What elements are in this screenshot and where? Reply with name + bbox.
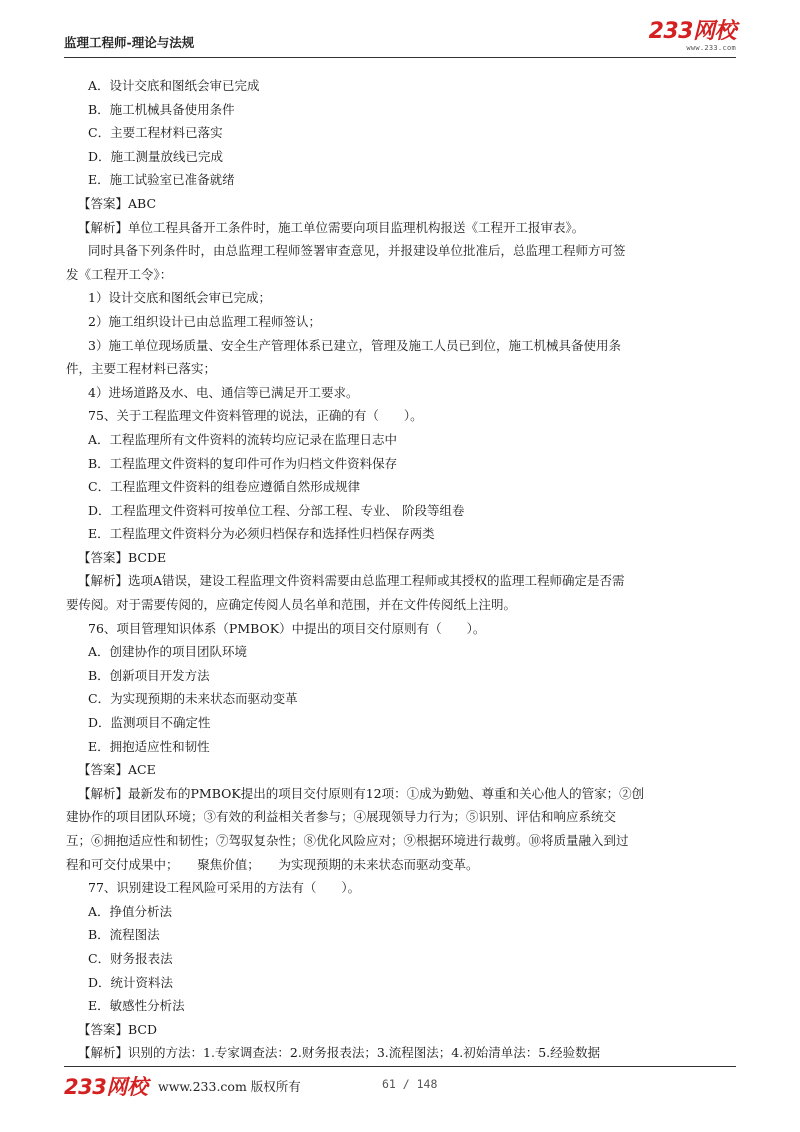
text-line: 建协作的项目团队环境；③有效的利益相关者参与；④展现领导力行为；⑤识别、评估和响应系统交 bbox=[66, 809, 617, 825]
text-line: 【答案】BCDE bbox=[78, 549, 167, 565]
text-line: D．工程监理文件资料可按单位工程、分部工程、专业、 阶段等组卷 bbox=[88, 502, 465, 518]
brand-logo-url: www.233.com bbox=[686, 44, 736, 52]
page-header bbox=[64, 20, 736, 58]
text-line: 【答案】ABC bbox=[78, 195, 157, 211]
text-line: D．统计资料法 bbox=[88, 974, 174, 990]
text-line: A．设计交底和图纸会审已完成 bbox=[88, 78, 260, 93]
text-line: C．工程监理文件资料的组卷应遵循自然形成规律 bbox=[88, 479, 361, 495]
text-line: E．拥抱适应性和韧性 bbox=[88, 738, 210, 754]
text-line: C．财务报表法 bbox=[88, 950, 173, 966]
text-line: E．敏感性分析法 bbox=[88, 998, 185, 1014]
text-line: 76、项目管理知识体系（PMBOK）中提出的项目交付原则有（ ）。 bbox=[88, 620, 486, 636]
text-line: E．工程监理文件资料分为必须归档保存和选择性归档保存两类 bbox=[88, 526, 435, 542]
text-line: 【答案】ACE bbox=[78, 762, 156, 778]
footer-copyright: www.233.com 版权所有 bbox=[158, 1079, 301, 1094]
text-line: 4）进场道路及水、电、通信等已满足开工要求。 bbox=[88, 384, 359, 400]
text-line: A．挣值分析法 bbox=[88, 903, 173, 919]
text-line: D．监测项目不确定性 bbox=[88, 715, 211, 731]
text-line: 2）施工组织设计已由总监理工程师签认； bbox=[88, 313, 321, 329]
text-line: 75、关于工程监理文件资料管理的说法，正确的有（ ）。 bbox=[88, 408, 423, 424]
text-line: 【解析】最新发布的PMBOK提出的项目交付原则有12项：①成为勤勉、尊重和关心他人的管家；②创 bbox=[78, 785, 645, 801]
page-number: 61 / 148 bbox=[382, 1077, 438, 1091]
text-line: A．创建协作的项目团队环境 bbox=[88, 644, 248, 660]
text-line: 3）施工单位现场质量、安全生产管理体系已建立，管理及施工人员已到位，施工机械具备使用条 bbox=[88, 337, 621, 353]
text-line: C．为实现预期的未来状态而驱动变革 bbox=[88, 691, 298, 707]
text-line: B．流程图法 bbox=[88, 927, 160, 943]
text-line: 【解析】选项A错误，建设工程监理文件资料需要由总监理工程师或其授权的监理工程师确定是否需 bbox=[78, 573, 625, 589]
text-line: B．工程监理文件资料的复印件可作为归档文件资料保存 bbox=[88, 455, 398, 471]
text-line: 互；⑥拥抱适应性和韧性；⑦驾驭复杂性；⑧优化风险应对；⑨根据环境进行裁剪。⑩将质量融入到过 bbox=[66, 833, 629, 848]
text-line: E．施工试验室已准备就绪 bbox=[88, 172, 235, 188]
text-line: 1）设计交底和图纸会审已完成； bbox=[88, 290, 271, 306]
text-line: 77、识别建设工程风险可采用的方法有（ ）。 bbox=[88, 880, 361, 896]
document-title: 监理工程师-理论与法规 bbox=[64, 35, 195, 50]
text-line: C．主要工程材料已落实 bbox=[88, 125, 223, 141]
text-line: D．施工测量放线已完成 bbox=[88, 148, 224, 164]
text-line: 程和可交付成果中； 聚焦价值； 为实现预期的未来状态而驱动变革。 bbox=[66, 856, 479, 872]
text-line: 【答案】BCD bbox=[78, 1021, 158, 1037]
text-line: B．施工机械具备使用条件 bbox=[88, 101, 235, 117]
page-footer bbox=[64, 1066, 736, 1102]
brand-logo-text: 233网校 bbox=[648, 19, 736, 44]
text-line: 要传阅。对于需要传阅的，应确定传阅人员名单和范围，并在文件传阅纸上注明。 bbox=[66, 597, 517, 613]
text-line: B．创新项目开发方法 bbox=[88, 667, 210, 683]
text-line: 发《工程开工令》： bbox=[66, 266, 173, 282]
text-line: 件，主要工程材料已落实； bbox=[66, 361, 217, 377]
text-line: A．工程监理所有文件资料的流转均应记录在监理日志中 bbox=[88, 431, 398, 447]
text-line: 【解析】识别的方法：1.专家调查法：2.财务报表法；3.流程图法；4.初始清单法：5.经验数据 bbox=[78, 1045, 601, 1061]
text-line: 【解析】单位工程具备开工条件时，施工单位需要向项目监理机构报送《工程开工报审表》。 bbox=[78, 219, 585, 235]
text-line: 同时具备下列条件时，由总监理工程师签署审查意见，并报建设单位批准后，总监理工程师方可签 bbox=[88, 243, 626, 259]
brand-logo bbox=[624, 20, 736, 54]
document-body bbox=[66, 74, 738, 1065]
footer-logo: 233网校 bbox=[64, 1075, 148, 1099]
